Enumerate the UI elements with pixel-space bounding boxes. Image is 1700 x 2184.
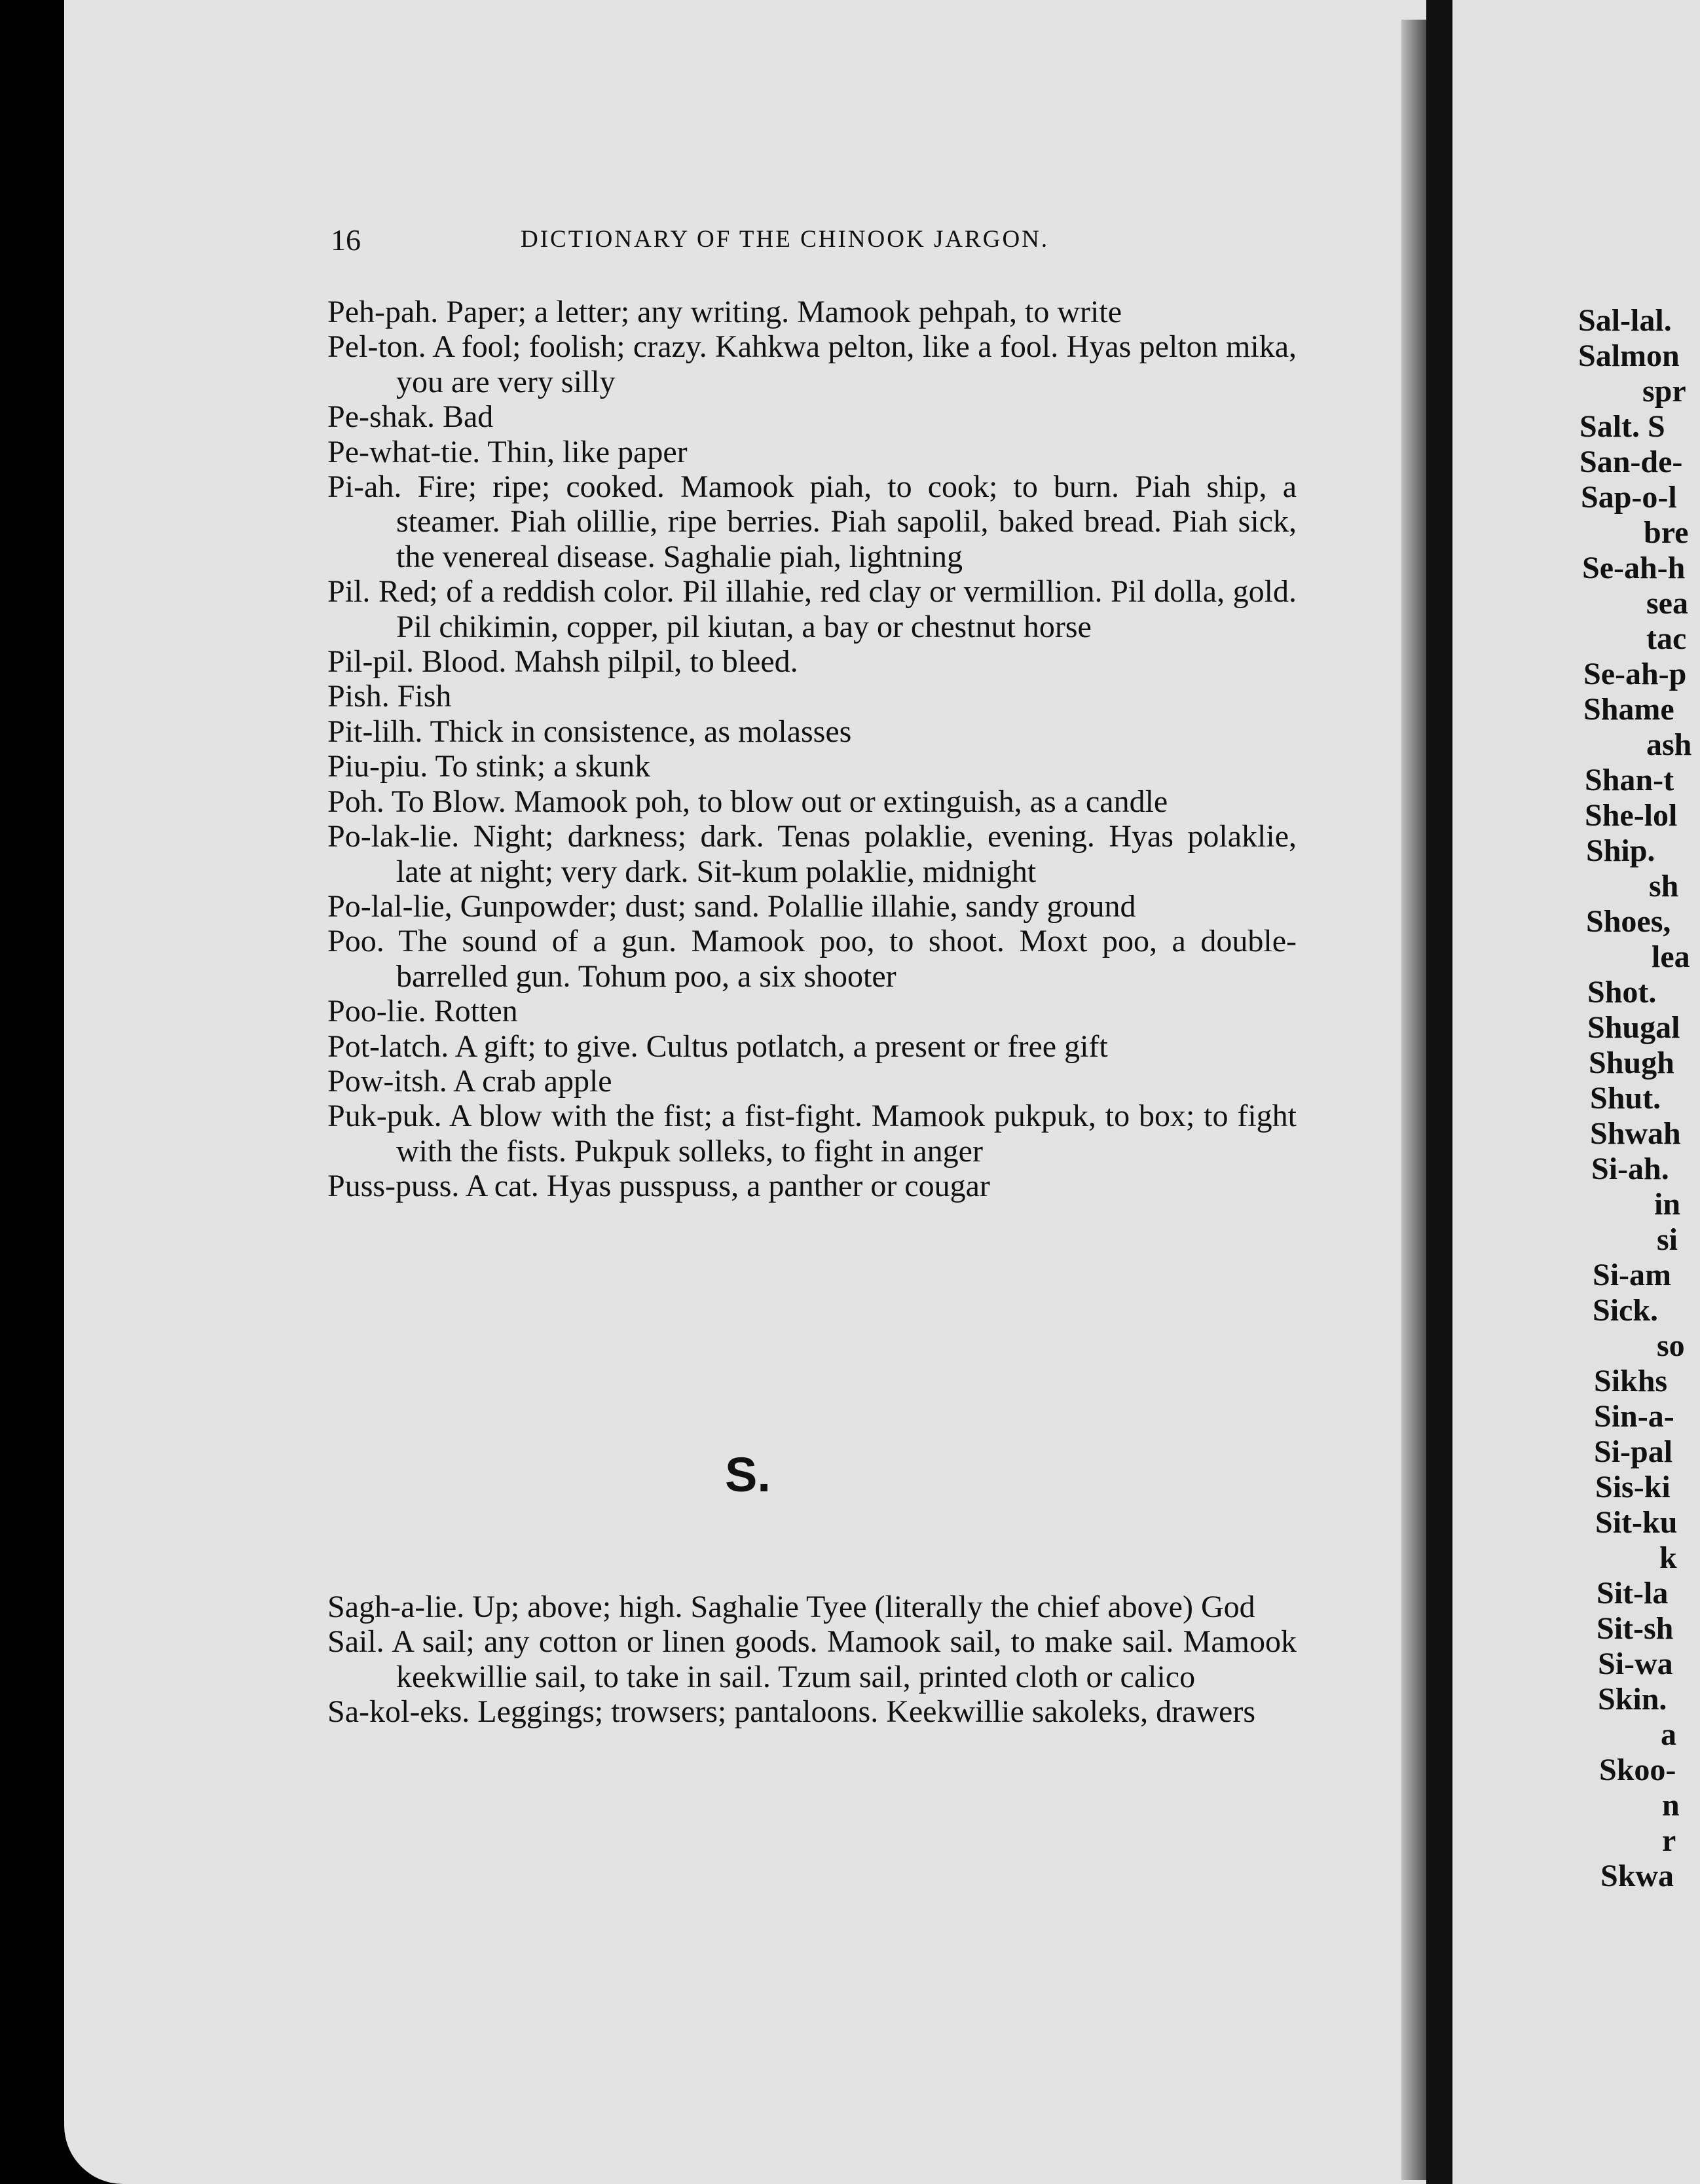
right-page-line: so [1657,1328,1685,1363]
right-page-line: Si-wa [1598,1647,1673,1681]
right-page-line: Shugh [1589,1046,1674,1080]
right-page-line: r [1662,1823,1676,1858]
right-page-line: Skwa [1600,1859,1674,1893]
right-page-line: Sin-a- [1594,1399,1674,1434]
dictionary-entry: Pit-lilh. Thick in consistence, as molasses [327,714,852,749]
right-page-line: tac [1646,621,1687,656]
dictionary-entry: Piu-piu. To stink; a skunk [327,749,651,784]
dictionary-entry: Pe-what-tie. Thin, like paper [327,434,688,469]
dictionary-entry: Puk-puk. A blow with the fist; a fist-fight. Mamook pukpuk, to box; to fight with the fists. Pukpuk solleks, to fight in anger [327,1099,1297,1169]
right-page-line: Sikhs [1594,1364,1668,1398]
dictionary-entry: Pe-shak. Bad [327,399,494,435]
right-page-line: Se-ah-h [1582,551,1686,585]
right-page-line: Shot. [1587,975,1657,1010]
dictionary-entry: Poo. The sound of a gun. Mamook poo, to shoot. Moxt poo, a double-barrelled gun. Tohum poo, a six shooter [327,924,1297,994]
right-page-line: sh [1649,869,1679,903]
right-page-line: in [1654,1187,1681,1222]
right-page-line: She-lol [1585,798,1678,833]
right-page-line: Sit-la [1597,1576,1669,1611]
dictionary-entry: Pot-latch. A gift; to give. Cultus potlatch, a present or free gift [327,1028,1108,1064]
right-page-line: Skoo- [1599,1753,1676,1787]
dictionary-entry: Pil. Red; of a reddish color. Pil illahie, red clay or vermillion. Pil dolla, gold. Pil chikimin, copper, pil kiutan, a bay or chestnut horse [327,574,1297,644]
right-page-line: lea [1652,939,1690,974]
right-page-line: Ship. [1586,833,1655,868]
dictionary-entry: Puss-puss. A cat. Hyas pusspuss, a panther or cougar [327,1169,990,1204]
right-page-line: Sit-ku [1595,1505,1678,1540]
right-page-line: Shwah [1590,1116,1681,1151]
right-page-line: Sick. [1593,1293,1659,1328]
right-page-line: Shugal [1587,1010,1680,1045]
right-page-line: bre [1644,515,1689,550]
right-page-line: Shame [1583,692,1674,727]
dictionary-entry: Pel-ton. A fool; foolish; crazy. Kahkwa pelton, like a fool. Hyas pelton mika, you are very silly [327,329,1297,399]
dictionary-entry: Pil-pil. Blood. Mahsh pilpil, to bleed. [327,644,798,680]
right-page-line: Sis-ki [1595,1470,1671,1504]
right-page-line: Se-ah-p [1583,657,1687,691]
right-page-line: Shan-t [1585,763,1674,797]
dictionary-entry: Po-lal-lie, Gunpowder; dust; sand. Polallie illahie, sandy ground [327,888,1136,924]
dictionary-entry: Poh. To Blow. Mamook poh, to blow out or extinguish, as a candle [327,784,1168,819]
right-page-line: sea [1646,586,1688,621]
right-page-line: Shut. [1590,1081,1661,1116]
dictionary-entry: Poo-lie. Rotten [327,994,518,1029]
dictionary-entry: Sail. A sail; any cotton or linen goods. Mamook sail, to make sail. Mamook keekwillie sail, to take in sail. Tzum sail, printed cloth or calico [327,1624,1297,1694]
right-page-line: a [1661,1717,1676,1752]
right-page-line: Sap-o-l [1581,480,1677,515]
right-page-line: ash [1646,727,1692,762]
right-page-line: Sal-lal. [1578,303,1672,338]
section-heading-s: S. [725,1447,771,1502]
dictionary-entry: Pi-ah. Fire; ripe; cooked. Mamook piah, to cook; to burn. Piah ship, a steamer. Piah olillie, ripe berries. Piah sapolil, baked bread. Piah sick, the venereal disease. Saghalie piah, lightning [327,469,1297,574]
right-page-line: Sit-sh [1597,1611,1674,1646]
page-number: 16 [331,223,361,257]
right-page-line: k [1659,1540,1677,1575]
entries-p-list [327,295,1297,1204]
right-page-line: San-de- [1580,445,1683,479]
right-page-line: si [1657,1222,1678,1257]
right-page-line: spr [1642,374,1686,409]
right-page-line: Si-ah. [1591,1152,1669,1186]
right-page-line: Salt. S [1580,409,1665,444]
dictionary-entry: Sagh-a-lie. Up; above; high. Saghalie Tyee (literally the chief above) God [327,1590,1255,1624]
dictionary-entry: Pow-itsh. A crab apple [327,1063,612,1099]
right-page-line: Si-am [1593,1258,1671,1292]
right-page-line: Salmon [1578,338,1680,373]
dictionary-entry: Po-lak-lie. Night; darkness; dark. Tenas polaklie, evening. Hyas polaklie, late at night; very dark. Sit-kum polaklie, midnight [327,819,1297,889]
dictionary-entry: Pish. Fish [327,679,452,714]
entries-s-list [327,1590,1297,1730]
dictionary-entry: Sa-kol-eks. Leggings; trowsers; pantaloons. Keekwillie sakoleks, drawers [327,1694,1256,1730]
book-gutter [1426,0,1452,2184]
running-head: DICTIONARY OF THE CHINOOK JARGON. [521,226,1050,253]
dictionary-entry: Peh-pah. Paper; a letter; any writing. Mamook pehpah, to write [327,295,1122,329]
right-page-line: Shoes, [1586,904,1671,939]
right-page-line: n [1662,1788,1680,1823]
right-page-line: Skin. [1598,1682,1667,1717]
right-page-line: Si-pal [1594,1434,1673,1469]
page-header [331,223,1297,255]
